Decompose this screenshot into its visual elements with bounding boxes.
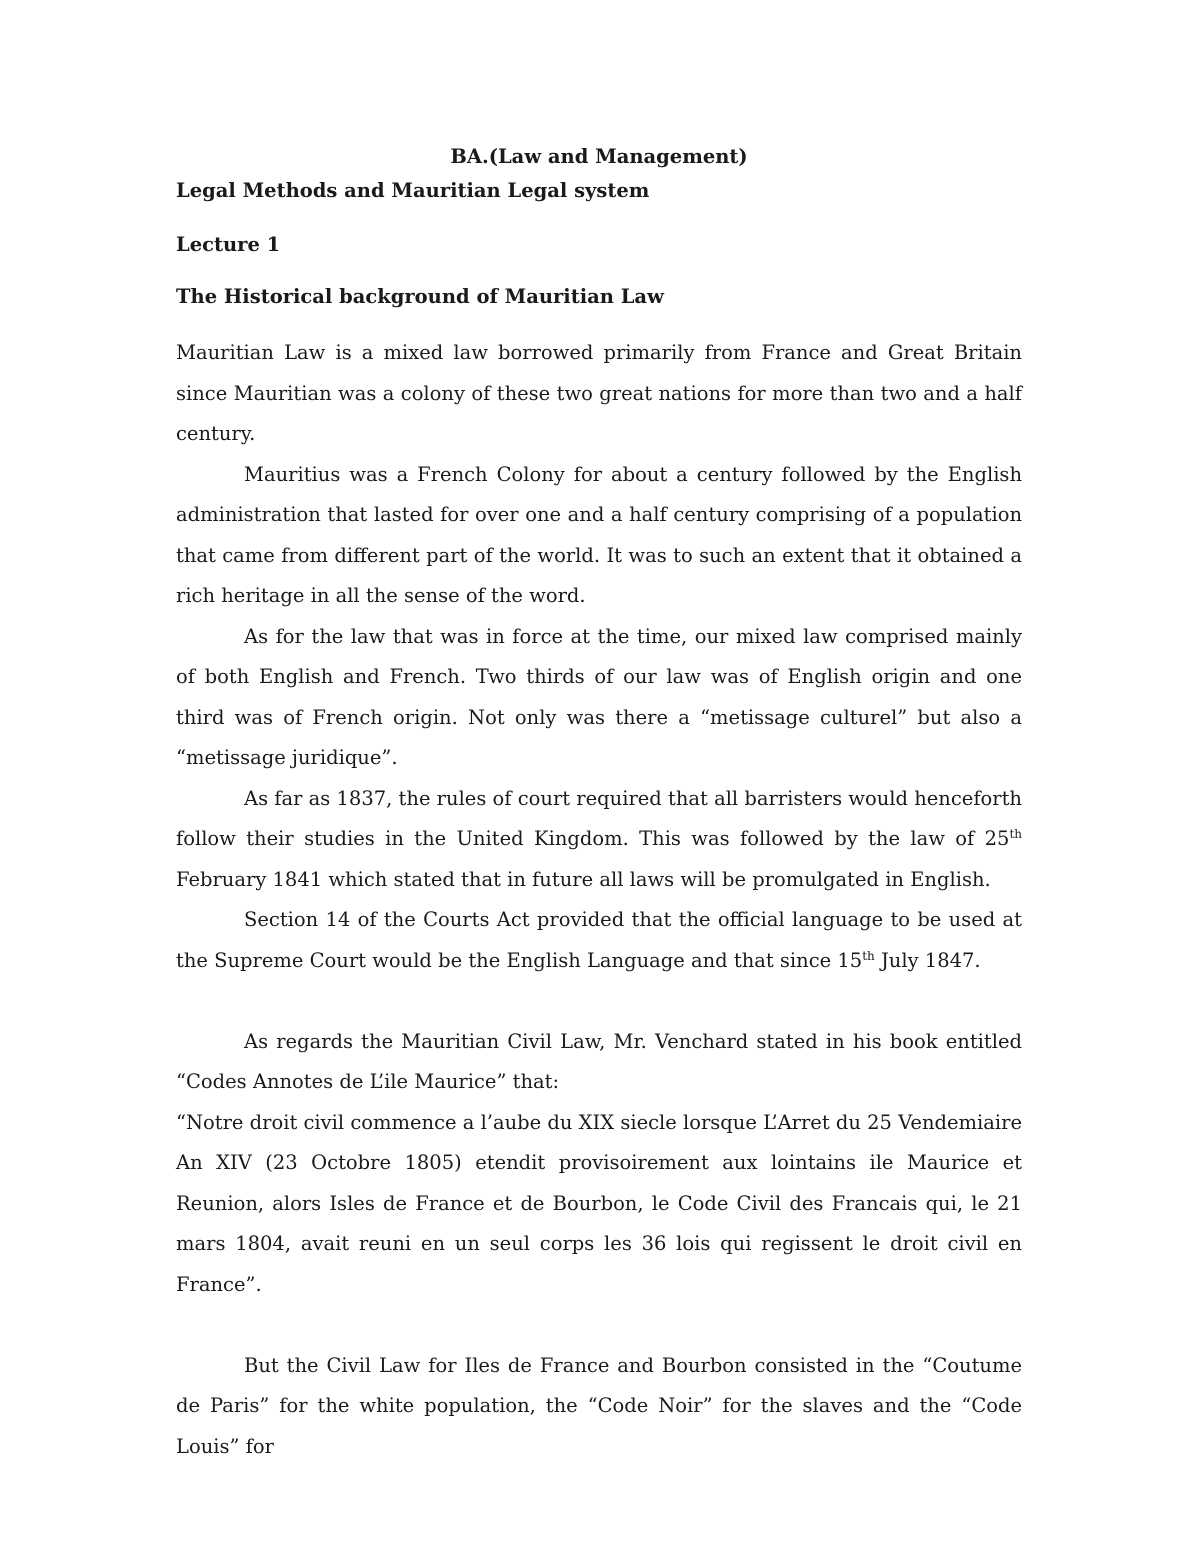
paragraph-mixed-law: Mauritian Law is a mixed law borrowed primarily from France and Great Britain since Mauritian was a colony of these two great nations for more than two and a half century. — [176, 341, 1022, 445]
document-page — [176, 140, 1022, 1467]
paragraph-law-in-force: As for the law that was in force at the time, our mixed law comprised mainly of both English and French. Two thirds of our law was of English origin and one third was of French origin. Not only was there a “metissage culturel” but also a “metissage juridique”. — [176, 624, 1022, 769]
paragraph-courts-act — [176, 900, 1022, 981]
course-title: BA.(Law and Management) — [450, 145, 748, 168]
ordinal-suffix: th — [1009, 827, 1022, 841]
paragraph-rules-text-after: February 1841 which stated that in future all laws will be promulgated in English. — [176, 867, 991, 891]
section-heading: The Historical background of Mauritian Law — [176, 285, 664, 308]
paragraph-civil-law-colonies: But the Civil Law for Iles de France and Bourbon consisted in the “Coutume de Paris” for the white population, the “Code Noir” for the slaves and the “Code Louis” for — [176, 1353, 1022, 1458]
ordinal-suffix: th — [862, 948, 875, 963]
paragraph-rules-text-before: As far as 1837, the rules of court required that all barristers would henceforth follow their studies in the United Kingdom. This was followed by the law of 25 — [176, 786, 1022, 850]
paragraph-french-colony: Mauritius was a French Colony for about a century followed by the English administration that lasted for over one and a half century comprising of a population that came from different part of the world. It was to such an extent that it obtained a rich heritage in all the sense of the word. — [176, 462, 1022, 607]
paragraph-courts-text-after: July 1847. — [874, 948, 981, 972]
paragraph-rules-of-court — [176, 779, 1022, 901]
paragraph-courts-text-before: Section 14 of the Courts Act provided that the official language to be used at the Supreme Court would be the English Language and that since 15 — [176, 908, 1022, 972]
paragraph-venchard: As regards the Mauritian Civil Law, Mr. Venchard stated in his book entitled “Codes Annotes de L’ile Maurice” that: — [176, 1029, 1022, 1093]
paragraph-french-quote: “Notre droit civil commence a l’aube du XIX siecle lorsque L’Arret du 25 Vendemiaire An XIV (23 Octobre 1805) etendit provisoirement aux lointains ile Maurice et Reunion, alors Isles de France et de Bourbon, le Code Civil des Francais qui, le 21 mars 1804, avait reuni en un seul corps les 36 lois qui regissent le droit civil en France”. — [176, 1110, 1022, 1296]
lecture-number: Lecture 1 — [176, 233, 281, 256]
module-title: Legal Methods and Mauritian Legal system — [176, 179, 650, 202]
